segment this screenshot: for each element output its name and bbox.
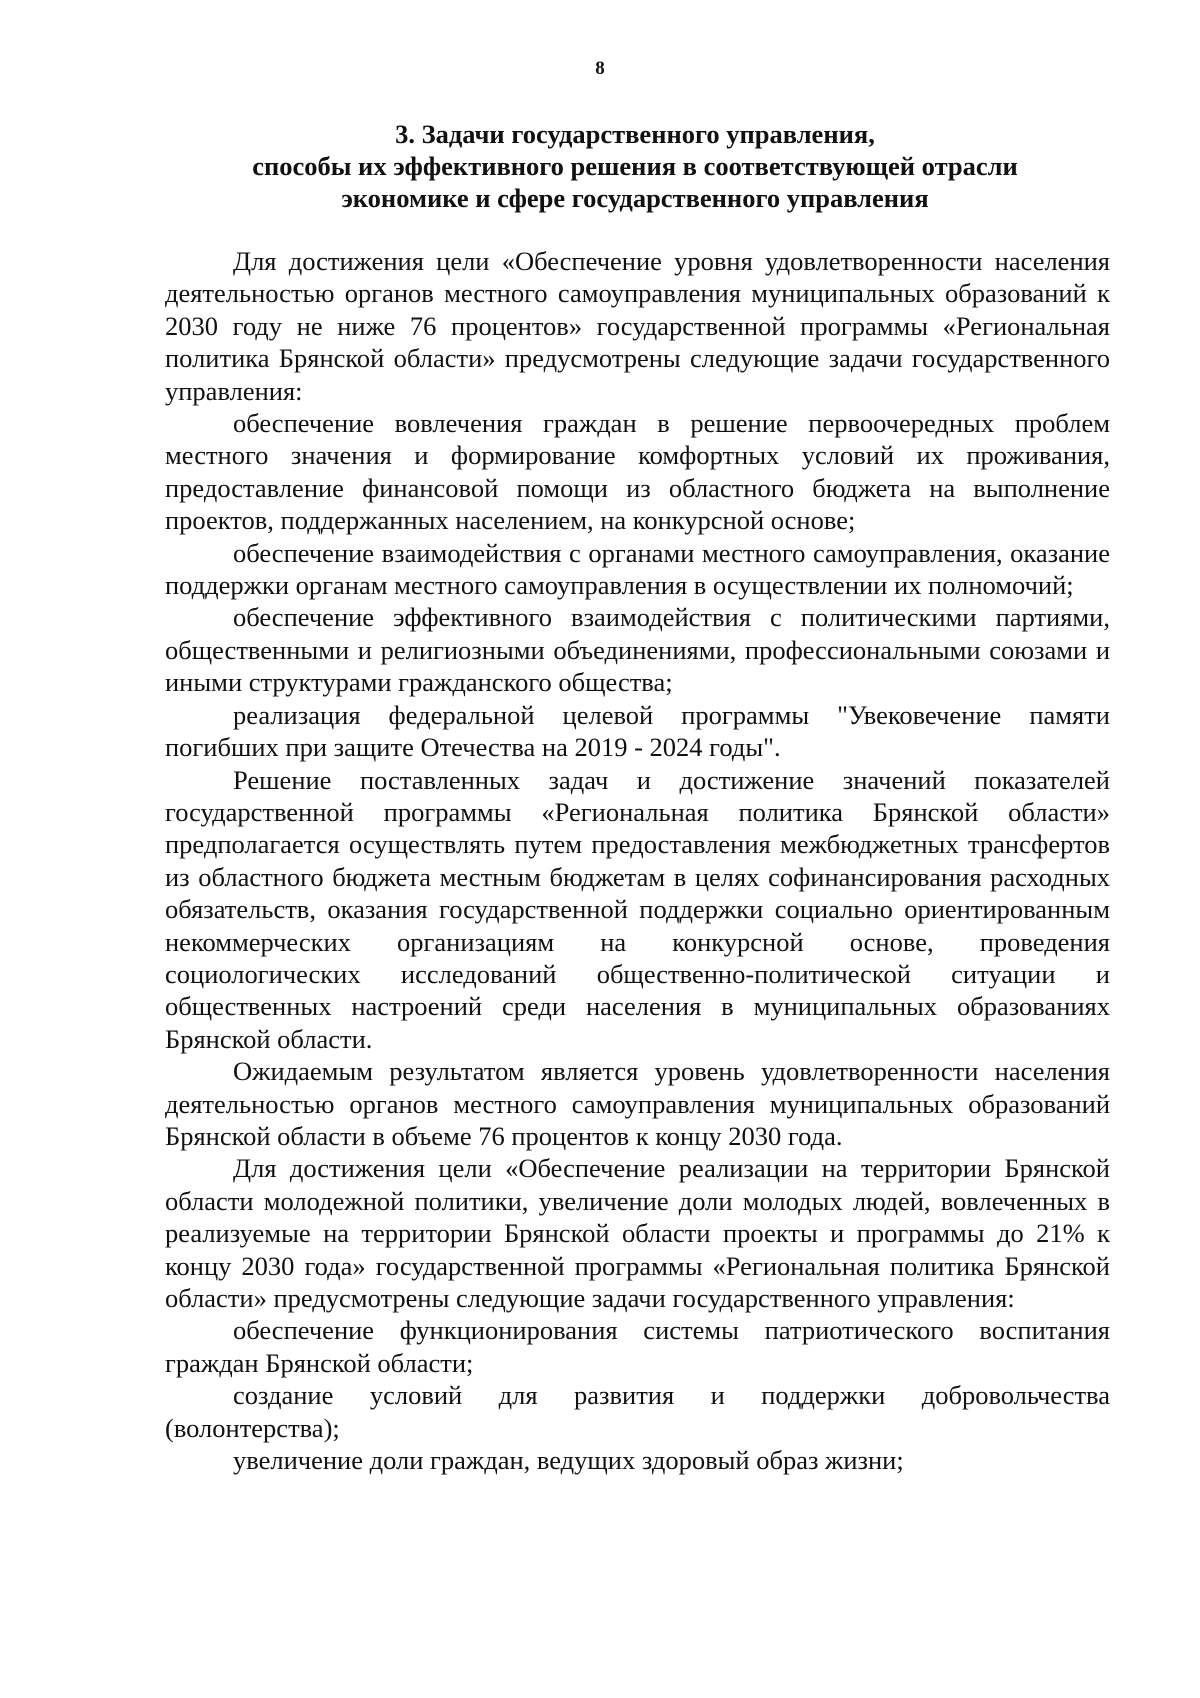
page-number: 8 [595,58,605,79]
paragraph: Решение поставленных задач и достижение значений показателей государственной программы «Региональная политика Брянской области» предполагается осуществлять путем предоставления межбюджетных трансфертов из областного бюджета местным бюджетам в целях софинансирования расходных обязательств, оказания государственной поддержки социально ориентированным некоммерческих организациям на конкурсной основе, проведения социологических исследований общественно-политической ситуации и общественных настроений среди населения в муниципальных образованиях Брянской области. [165,764,1110,1054]
paragraph: создание условий для развития и поддержки добровольчества (волонтерства); [165,1380,1110,1443]
paragraph: Для достижения цели «Обеспечение уровня удовлетворенности населения деятельностью органов местного самоуправления муниципальных образований к 2030 году не ниже 76 процентов» государственной программы «Региональная политика Брянской области» предусмотрены следующие задачи государственного управления: [165,246,1110,406]
paragraph: обеспечение эффективного взаимодействия с политическими партиями, общественными и религиозными объединениями, профессиональными союзами и иными структурами гражданского общества; [165,602,1110,698]
paragraph: обеспечение вовлечения граждан в решение первоочередных проблем местного значения и формирование комфортных условий их проживания, предоставление финансовой помощи из областного бюджета на выполнение проектов, поддержанных населением, на конкурсной основе; [165,408,1110,536]
body-text [165,245,1110,1476]
paragraph: обеспечение функционирования системы патриотического воспитания граждан Брянской области; [165,1315,1110,1378]
section-heading-line: 3. Задачи государственного управления, [395,119,875,149]
paragraph: обеспечение взаимодействия с органами местного самоуправления, оказание поддержки органам местного самоуправления в осуществлении их полномочий; [165,537,1110,601]
paragraph: реализация федеральной целевой программы "Увековечение памяти погибших при защите Отечества на 2019 - 2024 годы". [165,699,1110,763]
section-heading-line: способы их эффективного решения в соответствующей отрасли [252,151,1018,181]
section-heading [150,118,1120,214]
paragraph: увеличение доли граждан, ведущих здоровый образ жизни; [233,1445,904,1476]
paragraph: Ожидаемым результатом является уровень удовлетворенности населения деятельностью органов местного самоуправления муниципальных образований Брянской области в объеме 76 процентов к концу 2030 года. [165,1056,1110,1151]
section-heading-line: экономике и сфере государственного управления [341,183,929,213]
paragraph: Для достижения цели «Обеспечение реализации на территории Брянской области молодежной политики, увеличение доли молодых людей, вовлеченных в реализуемые на территории Брянской области проекты и программы до 21% к концу 2030 года» государственной программы «Региональная политика Брянской области» предусмотрены следующие задачи государственного управления: [165,1153,1110,1313]
